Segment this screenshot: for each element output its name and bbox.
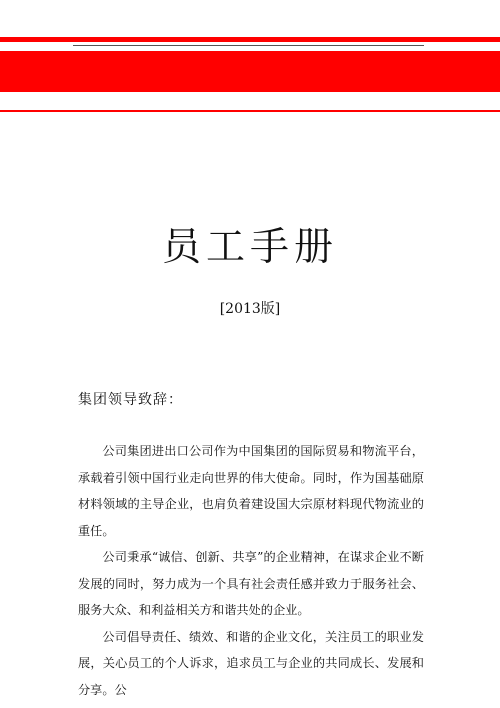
greeting-heading: 集团领导致辞： bbox=[78, 392, 183, 408]
paragraph: 公司秉承“诚信、创新、共享”的企业精神，在谋求企业不断发展的同时，努力成为一个具有社会责任感并致力于服务社会、服务大众、和利益相关方和谐共处的企业。 bbox=[78, 550, 424, 617]
header-thin-red-stripe bbox=[0, 37, 500, 42]
header-thick-red-stripe bbox=[0, 51, 500, 92]
edition-label: [2013版] bbox=[219, 301, 281, 317]
paragraph: 公司集团进出口公司作为中国集团的国际贸易和物流平台，承载着引领中国行业走向世界的伟大使命。同时，作为国基础原材料领域的主导企业，也肩负着建设国大宗原材料现代物流业的重任。 bbox=[78, 444, 424, 538]
document-title: 员工手册 bbox=[161, 225, 338, 270]
header-red-rule bbox=[0, 110, 500, 112]
body-text bbox=[78, 438, 424, 703]
header-gray-rule bbox=[73, 45, 424, 46]
paragraph: 公司倡导责任、绩效、和谐的企业文化，关注员工的职业发展，关心员工的个人诉求，追求员工与企业的共同成长、发展和分享。公 bbox=[78, 629, 424, 697]
header-band bbox=[0, 0, 500, 120]
